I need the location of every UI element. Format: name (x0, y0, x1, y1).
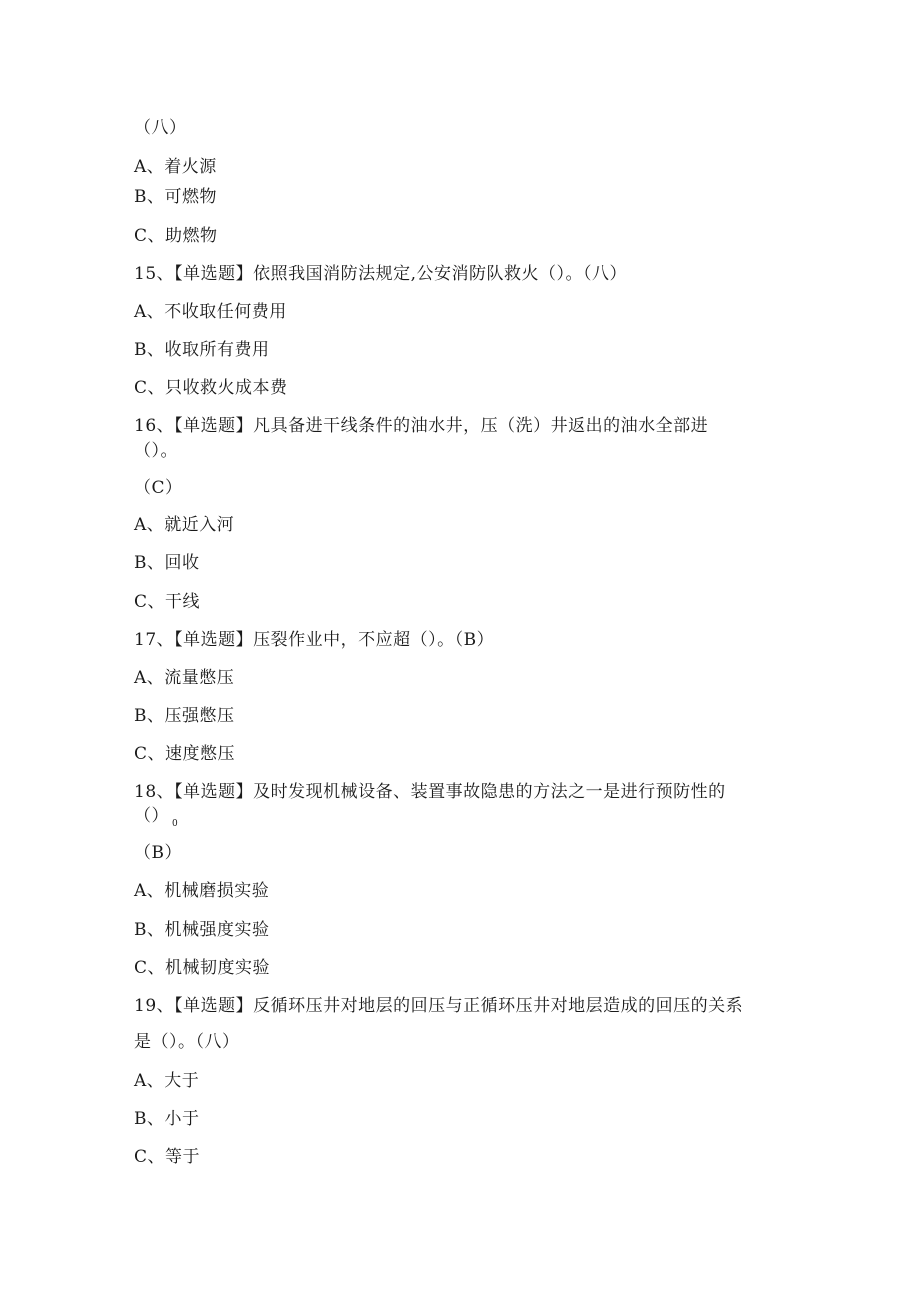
question-16: 16、【单选题】凡具备进干线条件的油水井，压（洗）井返出的油水全部进 (134, 416, 709, 436)
option-b: B、可燃物 (134, 187, 217, 207)
question-18-cont-text: （） (134, 806, 169, 826)
option-c: C、助燃物 (134, 226, 218, 246)
option-c: C、等于 (134, 1147, 201, 1167)
option-a: A、着火源 (134, 157, 217, 177)
answer-line: （B） (134, 843, 182, 863)
question-17: 17、【单选题】压裂作业中，不应超（）。（B） (134, 630, 495, 650)
question-19: 19、【单选题】反循环压井对地层的回压与正循环压井对地层造成的回压的关系 (134, 996, 744, 1016)
option-a: A、不收取任何费用 (134, 302, 287, 322)
question-16-cont: （）。 (134, 441, 178, 461)
question-15: 15、【单选题】依照我国消防法规定,公安消防队救火（）。（八） (134, 264, 628, 284)
option-a: A、流量憋压 (134, 668, 235, 688)
option-b: B、回收 (134, 553, 200, 573)
option-a: A、就近入河 (134, 515, 235, 535)
answer-line: （C） (134, 478, 183, 498)
option-b: B、压强憋压 (134, 706, 235, 726)
option-c: C、干线 (134, 592, 201, 612)
option-a: A、大于 (134, 1071, 200, 1091)
answer-line: （八） (134, 118, 187, 138)
question-19-cont: 是（）。（八） (134, 1032, 240, 1052)
question-18: 18、【单选题】及时发现机械设备、装置事故隐患的方法之一是进行预防性的 (134, 782, 726, 802)
option-c: C、机械韧度实验 (134, 958, 271, 978)
option-c: C、速度憋压 (134, 744, 236, 764)
question-18-cont (134, 806, 178, 834)
option-b: B、小于 (134, 1109, 200, 1129)
option-a: A、机械磨损实验 (134, 881, 270, 901)
option-c: C、只收救火成本费 (134, 378, 288, 398)
option-b: B、收取所有费用 (134, 340, 270, 360)
question-18-subscript: 0 (172, 819, 179, 829)
option-b: B、机械强度实验 (134, 920, 270, 940)
